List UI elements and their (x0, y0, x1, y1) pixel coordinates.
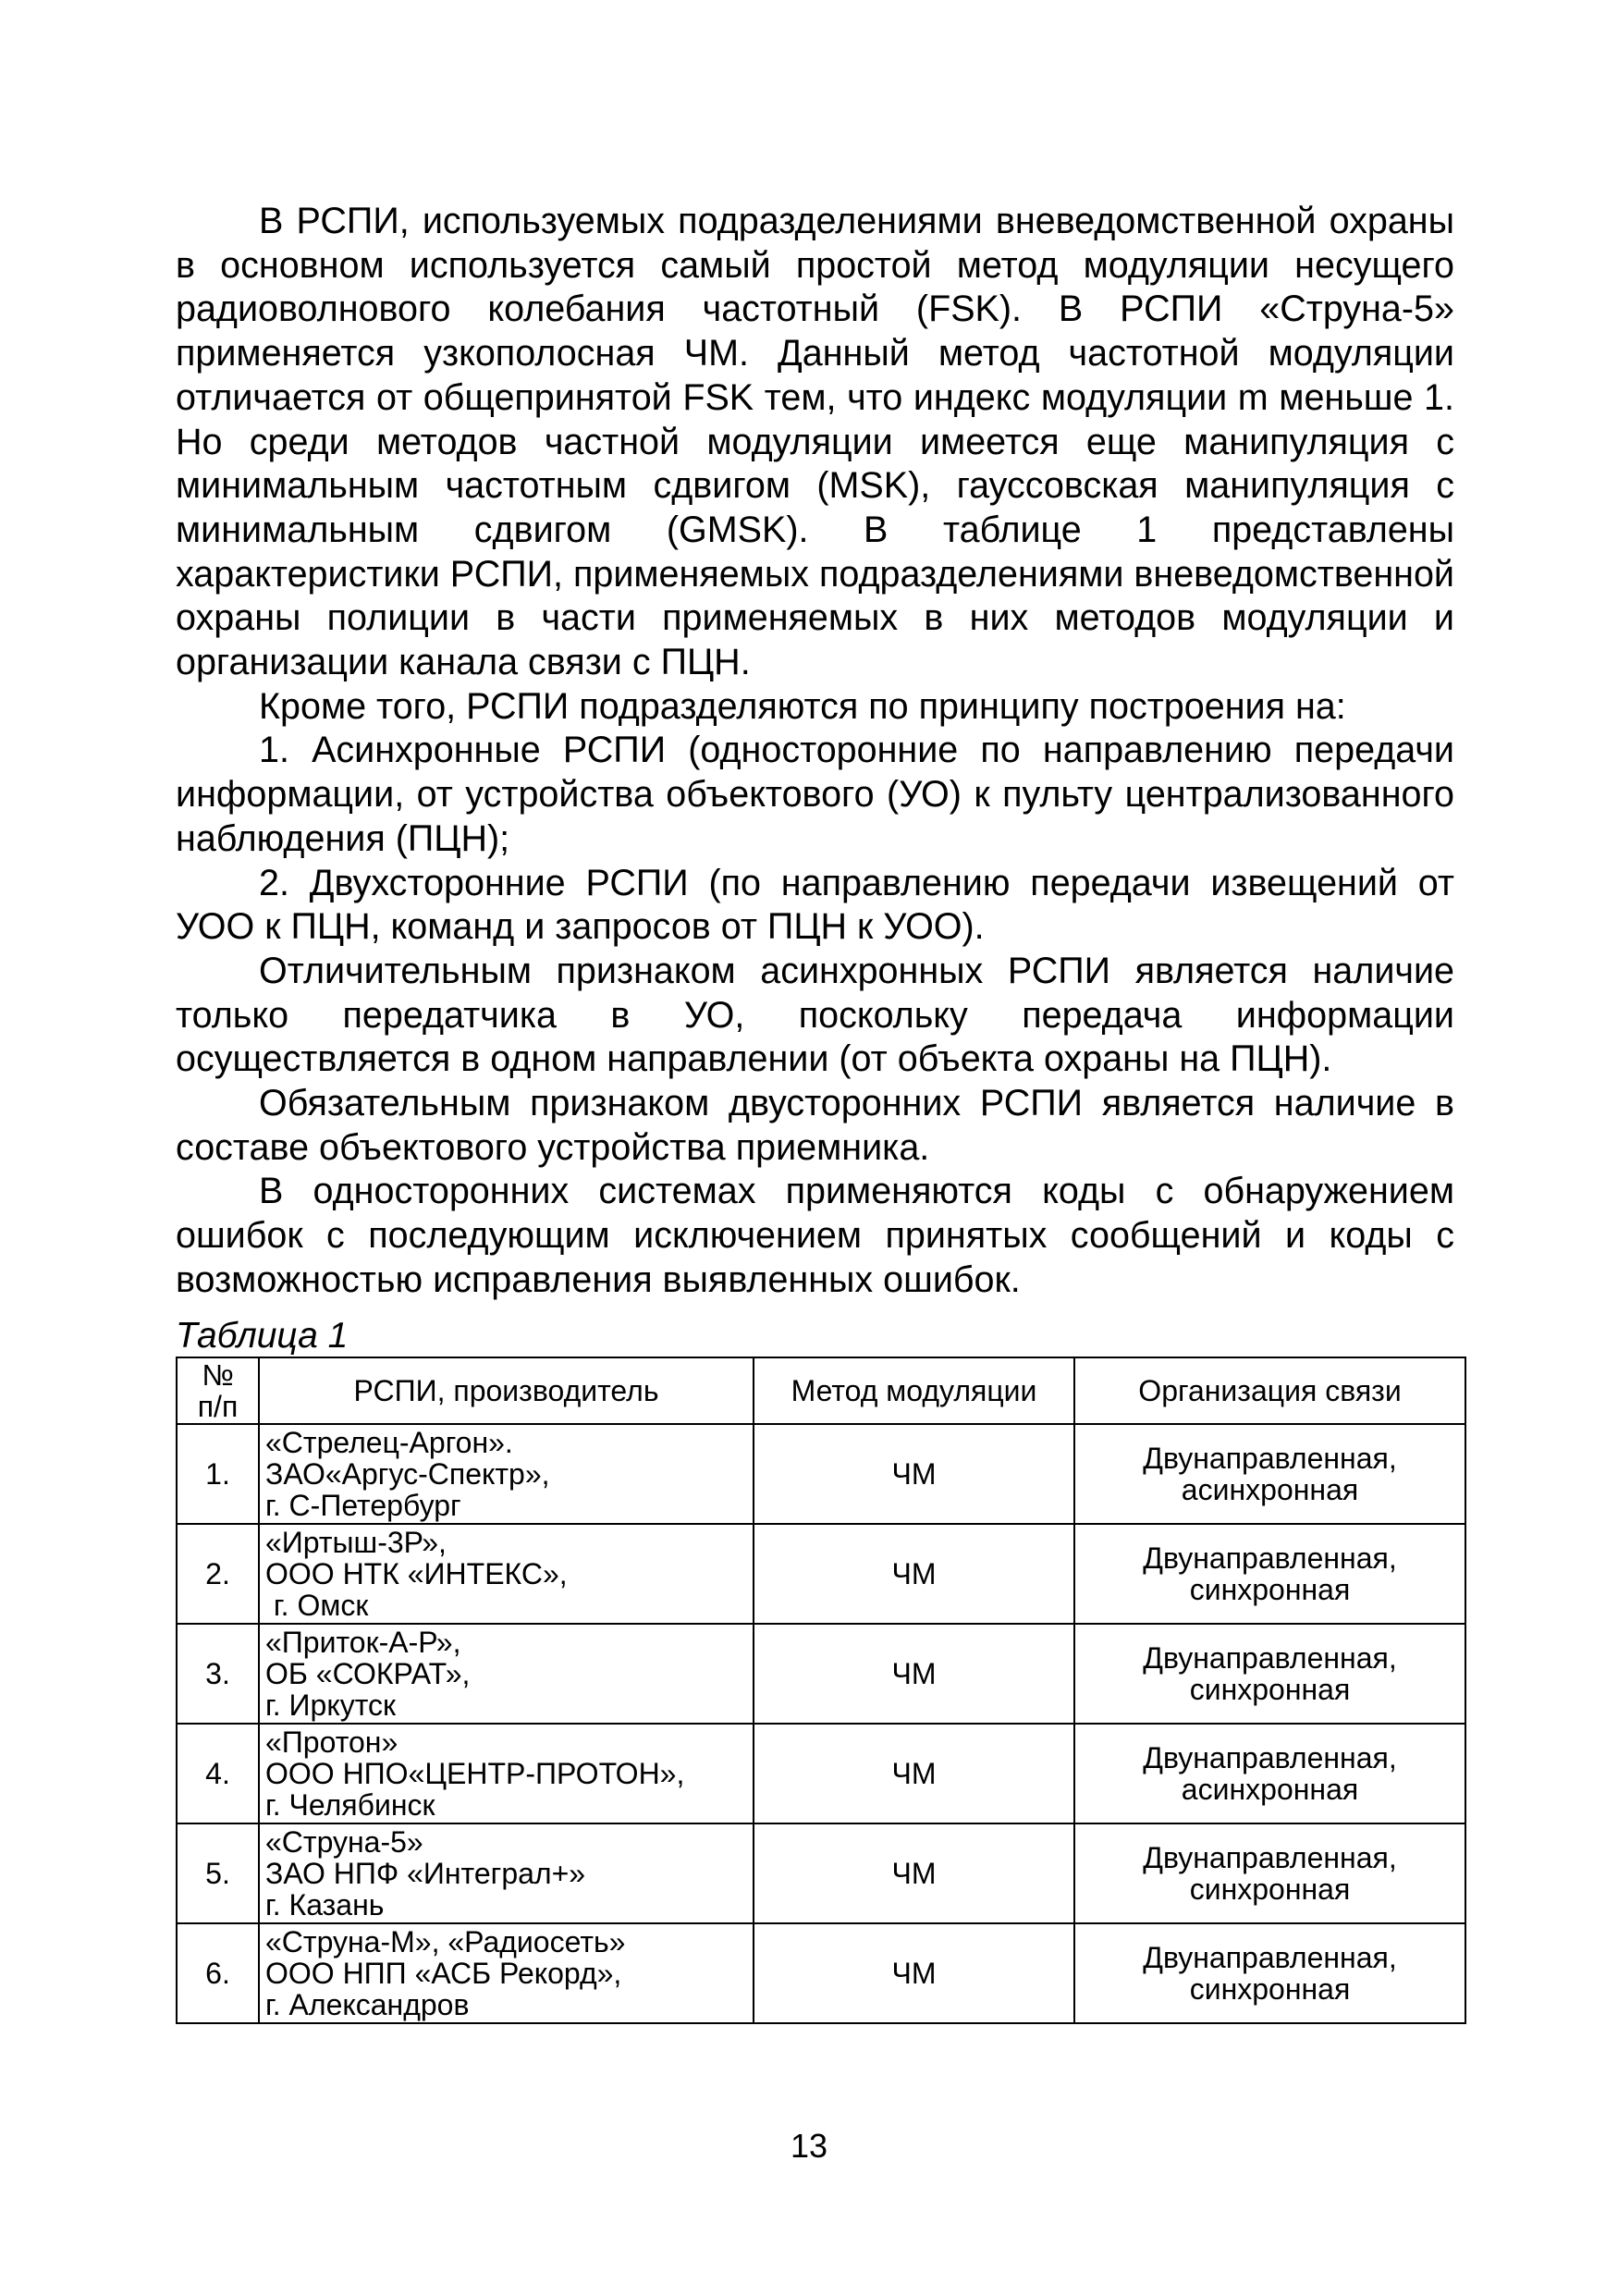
list-item-async: 1. Асинхронные РСПИ (односторонние по направлению передачи информации, от устройства объектового (УО) к пульту централизованного наблюдения (ПЦН); (176, 730, 1454, 859)
row-name-line: «Приток-А-Р», (265, 1625, 461, 1659)
row-organization-line: Двунаправленная, (1143, 1740, 1397, 1774)
header-num (177, 1357, 259, 1424)
row-organization-line: Двунаправленная, (1143, 1640, 1397, 1675)
table-row (177, 1424, 1465, 1524)
row-organization-line: синхронная (1189, 1572, 1351, 1606)
row-num: 3. (177, 1624, 259, 1724)
header-num-line2: п/п (197, 1389, 239, 1423)
row-organization (1074, 1923, 1465, 2023)
paragraph-classification-intro: Кроме того, РСПИ подразделяются по принципу построения на: (259, 685, 1346, 727)
rspi-table (176, 1357, 1466, 2024)
row-name-line: «Стрелец-Аргон». (265, 1425, 513, 1459)
row-num: 5. (177, 1823, 259, 1923)
row-name (259, 1724, 754, 1823)
row-name-line: ОБ «СОКРАТ», (265, 1656, 471, 1690)
row-name (259, 1524, 754, 1624)
row-organization (1074, 1624, 1465, 1724)
row-organization-line: Двунаправленная, (1143, 1940, 1397, 1974)
row-name-line: ЗАО«Аргус-Спектр», (265, 1456, 550, 1491)
header-num-line1: № (202, 1357, 234, 1392)
row-name-line: г. Омск (265, 1588, 369, 1622)
row-name-line: г. Иркутск (265, 1688, 396, 1722)
header-name: РСПИ, производитель (259, 1357, 754, 1424)
row-modulation: ЧМ (754, 1823, 1074, 1923)
row-organization-line: Двунаправленная, (1143, 1441, 1397, 1475)
table-row (177, 1624, 1465, 1724)
list-item-duplex: 2. Двухсторонние РСПИ (по направлению передачи извещений от УОО к ПЦН, команд и запросов от ПЦН к УОО). (176, 862, 1454, 948)
table-caption: Таблица 1 (176, 1315, 349, 1356)
row-organization (1074, 1524, 1465, 1624)
row-num: 1. (177, 1424, 259, 1524)
page-number: 13 (790, 2127, 828, 2165)
row-name (259, 1823, 754, 1923)
row-name-line: «Струна-5» (265, 1824, 423, 1859)
paragraph-modulation-intro: В РСПИ, используемых подразделениями вневедомственной охраны в основном используется самый простой метод модуляции несущего радиоволнового колебания частотный (FSK). В РСПИ «Струна-5» применяется узкополосная ЧМ. Данный метод частотной модуляции отличается от общепринятой FSK тем, что индекс модуляции m меньше 1. Но среди методов частной модуляции имеется еще манипуляция с минимальным частотным сдвигом (MSK), гауссовская манипуляция с минимальным сдвигом (GMSK). В таблице 1 представлены характеристики РСПИ, применяемых подразделениями вневедомственной охраны полиции в части применяемых в них методов модуляции и организации канала связи с ПЦН. (176, 201, 1455, 683)
row-organization (1074, 1724, 1465, 1823)
row-name (259, 1923, 754, 2023)
row-name-line: г. Александров (265, 1987, 470, 2021)
row-modulation: ЧМ (754, 1923, 1074, 2023)
row-organization-line: асинхронная (1181, 1472, 1359, 1506)
row-modulation: ЧМ (754, 1524, 1074, 1624)
table-row (177, 1923, 1465, 2023)
row-name (259, 1424, 754, 1524)
row-name-line: г. С-Петербург (265, 1488, 461, 1522)
table-row (177, 1724, 1465, 1823)
row-num: 2. (177, 1524, 259, 1624)
row-name-line: г. Казань (265, 1887, 385, 1922)
row-num: 4. (177, 1724, 259, 1823)
table-header-row (177, 1357, 1465, 1424)
row-modulation: ЧМ (754, 1624, 1074, 1724)
row-organization (1074, 1823, 1465, 1923)
row-name (259, 1624, 754, 1724)
table-row (177, 1524, 1465, 1624)
row-name-line: «Иртыш-3Р», (265, 1525, 447, 1559)
header-modulation: Метод модуляции (754, 1357, 1074, 1424)
row-organization-line: Двунаправленная, (1143, 1840, 1397, 1874)
table-row (177, 1823, 1465, 1923)
row-name-line: «Струна-М», «Радиосеть» (265, 1924, 626, 1958)
row-organization-line: синхронная (1189, 1872, 1351, 1906)
row-organization-line: асинхронная (1181, 1772, 1359, 1806)
row-name-line: ЗАО НПФ «Интеграл+» (265, 1856, 586, 1890)
row-name-line: ООО НПО«ЦЕНТР-ПРОТОН», (265, 1756, 685, 1790)
row-organization (1074, 1424, 1465, 1524)
header-organization: Организация связи (1074, 1357, 1465, 1424)
row-name-line: «Протон» (265, 1725, 398, 1759)
row-organization-line: синхронная (1189, 1971, 1351, 2006)
row-num: 6. (177, 1923, 259, 2023)
paragraph-duplex-feature: Обязательным признаком двусторонних РСПИ является наличие в составе объектового устройства приемника. (176, 1083, 1454, 1168)
paragraph-async-feature: Отличительным признаком асинхронных РСПИ является наличие только передатчика в УО, поскольку передача информации осуществляется в одном направлении (от объекта охраны на ПЦН). (176, 950, 1454, 1080)
row-modulation: ЧМ (754, 1424, 1074, 1524)
row-organization-line: синхронная (1189, 1672, 1351, 1706)
document-page (176, 200, 1454, 2024)
row-name-line: г. Челябинск (265, 1787, 435, 1822)
row-name-line: ООО НПП «АСБ Рекорд», (265, 1956, 622, 1990)
paragraph-codes: В односторонних системах применяются коды с обнаружением ошибок с последующим исключением принятых сообщений и коды с возможностью исправления выявленных ошибок. (176, 1171, 1454, 1300)
row-name-line: ООО НТК «ИНТЕКС», (265, 1556, 568, 1590)
row-organization-line: Двунаправленная, (1143, 1541, 1397, 1575)
row-modulation: ЧМ (754, 1724, 1074, 1823)
